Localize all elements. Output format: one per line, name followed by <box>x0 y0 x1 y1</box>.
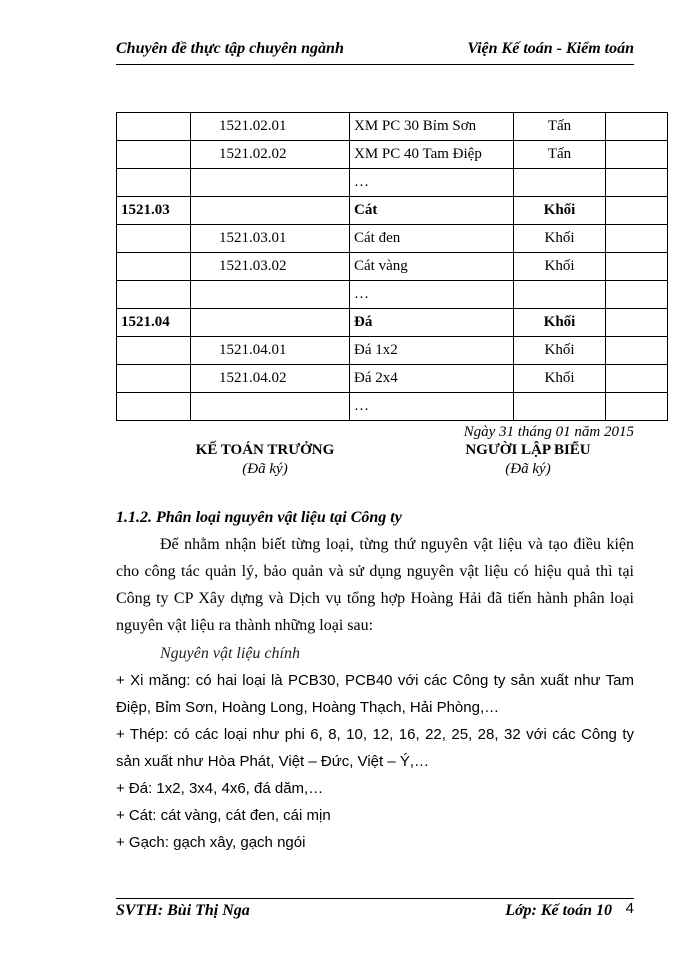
note-cell <box>606 113 668 141</box>
note-cell <box>606 253 668 281</box>
page-footer <box>116 902 634 924</box>
material-name-cell: Đá 1x2 <box>350 337 514 365</box>
material-name-cell: Đá <box>350 309 514 337</box>
account-code-cell: 1521.04 <box>117 309 191 337</box>
account-code-cell <box>117 141 191 169</box>
account-code-cell <box>117 225 191 253</box>
footer-rule <box>116 898 634 899</box>
material-name-cell: Cát đen <box>350 225 514 253</box>
footer-student: SVTH: Bùi Thị Nga <box>116 902 250 919</box>
subaccount-code-cell: 1521.03.02 <box>191 253 350 281</box>
unit-cell <box>514 393 606 421</box>
paragraph-line: Để nhằm nhận biết từng loại, từng thứ nguyên vật liệu và tạo điều kiện <box>160 536 634 553</box>
signature-status: (Đã ký) <box>242 461 288 477</box>
paragraph-line: Công ty CP Xây dựng và Dịch vụ tổng hợp Hoàng Hải đã tiến hành phân loại <box>116 590 634 607</box>
header-right: Viện Kế toán - Kiểm toán <box>467 40 634 57</box>
paragraph-line: cho công tác quản lý, bảo quản và sử dụng nguyên vật liệu có hiệu quả thì tại <box>116 563 634 580</box>
subaccount-code-cell <box>191 169 350 197</box>
unit-cell: Khối <box>514 309 606 337</box>
unit-cell <box>514 281 606 309</box>
unit-cell: Khối <box>514 197 606 225</box>
material-name-cell: … <box>350 169 514 197</box>
material-name-cell: Cát vàng <box>350 253 514 281</box>
subaccount-code-cell <box>191 309 350 337</box>
material-name-cell: XM PC 40 Tam Điệp <box>350 141 514 169</box>
table-row <box>117 281 668 309</box>
section-title: 1.1.2. Phân loại nguyên vật liệu tại Công ty <box>116 509 402 526</box>
subaccount-code-cell: 1521.02.02 <box>191 141 350 169</box>
unit-cell: Khối <box>514 365 606 393</box>
material-table <box>116 112 668 421</box>
note-cell <box>606 309 668 337</box>
signature-status: (Đã ký) <box>505 461 551 477</box>
unit-cell <box>514 169 606 197</box>
signature-title: KẾ TOÁN TRƯỞNG <box>195 442 335 458</box>
list-line: + Gạch: gạch xây, gạch ngói <box>116 834 306 851</box>
list-line: + Đá: 1x2, 3x4, 4x6, đá dăm,… <box>116 780 324 797</box>
list-line: Điệp, Bỉm Sơn, Hoàng Long, Hoàng Thạch, Hải Phòng,… <box>116 699 500 716</box>
page-header <box>116 40 634 62</box>
account-code-cell <box>117 365 191 393</box>
signature-preparer <box>418 442 638 478</box>
list-line: + Thép: có các loại như phi 6, 8, 10, 12, 16, 22, 25, 28, 32 với các Công ty <box>116 726 634 743</box>
list-line: + Cát: cát vàng, cát đen, cái mịn <box>116 807 331 824</box>
note-cell <box>606 365 668 393</box>
table-row <box>117 337 668 365</box>
account-code-cell <box>117 281 191 309</box>
table-row <box>117 141 668 169</box>
footer-class: Lớp: Kế toán 10 <box>505 902 612 919</box>
material-name-cell: XM PC 30 Bỉm Sơn <box>350 113 514 141</box>
material-name-cell: … <box>350 281 514 309</box>
subaccount-code-cell: 1521.03.01 <box>191 225 350 253</box>
unit-cell: Tấn <box>514 141 606 169</box>
subaccount-code-cell: 1521.04.02 <box>191 365 350 393</box>
material-name-cell: Đá 2x4 <box>350 365 514 393</box>
header-left: Chuyên đề thực tập chuyên ngành <box>116 40 344 57</box>
note-cell <box>606 141 668 169</box>
list-line: + Xi măng: có hai loại là PCB30, PCB40 với các Công ty sản xuất như Tam <box>116 672 634 689</box>
material-name-cell: Cát <box>350 197 514 225</box>
table-row <box>117 365 668 393</box>
subheading: Nguyên vật liệu chính <box>160 645 300 662</box>
account-code-cell <box>117 253 191 281</box>
table-row <box>117 393 668 421</box>
table-group-row <box>117 309 668 337</box>
signature-title: NGƯỜI LẬP BIỂU <box>465 442 591 458</box>
subaccount-code-cell: 1521.02.01 <box>191 113 350 141</box>
unit-cell: Khối <box>514 337 606 365</box>
subaccount-code-cell <box>191 281 350 309</box>
subaccount-code-cell: 1521.04.01 <box>191 337 350 365</box>
table-row <box>117 225 668 253</box>
account-code-cell: 1521.03 <box>117 197 191 225</box>
unit-cell: Khối <box>514 225 606 253</box>
table-row <box>117 253 668 281</box>
subaccount-code-cell <box>191 393 350 421</box>
note-cell <box>606 337 668 365</box>
paragraph-line: nguyên vật liệu ra thành những loại sau: <box>116 617 374 634</box>
note-cell <box>606 225 668 253</box>
material-list <box>116 640 634 856</box>
page-number: 4 <box>625 900 634 917</box>
account-code-cell <box>117 337 191 365</box>
signature-chief-accountant <box>155 442 375 478</box>
list-line: sản xuất như Hòa Phát, Việt – Đức, Việt – Ý,… <box>116 753 430 770</box>
date-line: Ngày 31 tháng 01 năm 2015 <box>463 424 634 440</box>
intro-paragraph <box>116 531 634 639</box>
note-cell <box>606 281 668 309</box>
account-code-cell <box>117 169 191 197</box>
table-row <box>117 113 668 141</box>
header-rule <box>116 64 634 65</box>
material-name-cell: … <box>350 393 514 421</box>
note-cell <box>606 197 668 225</box>
table-group-row <box>117 197 668 225</box>
table-row <box>117 169 668 197</box>
unit-cell: Khối <box>514 253 606 281</box>
unit-cell: Tấn <box>514 113 606 141</box>
account-code-cell <box>117 393 191 421</box>
subaccount-code-cell <box>191 197 350 225</box>
note-cell <box>606 393 668 421</box>
note-cell <box>606 169 668 197</box>
account-code-cell <box>117 113 191 141</box>
